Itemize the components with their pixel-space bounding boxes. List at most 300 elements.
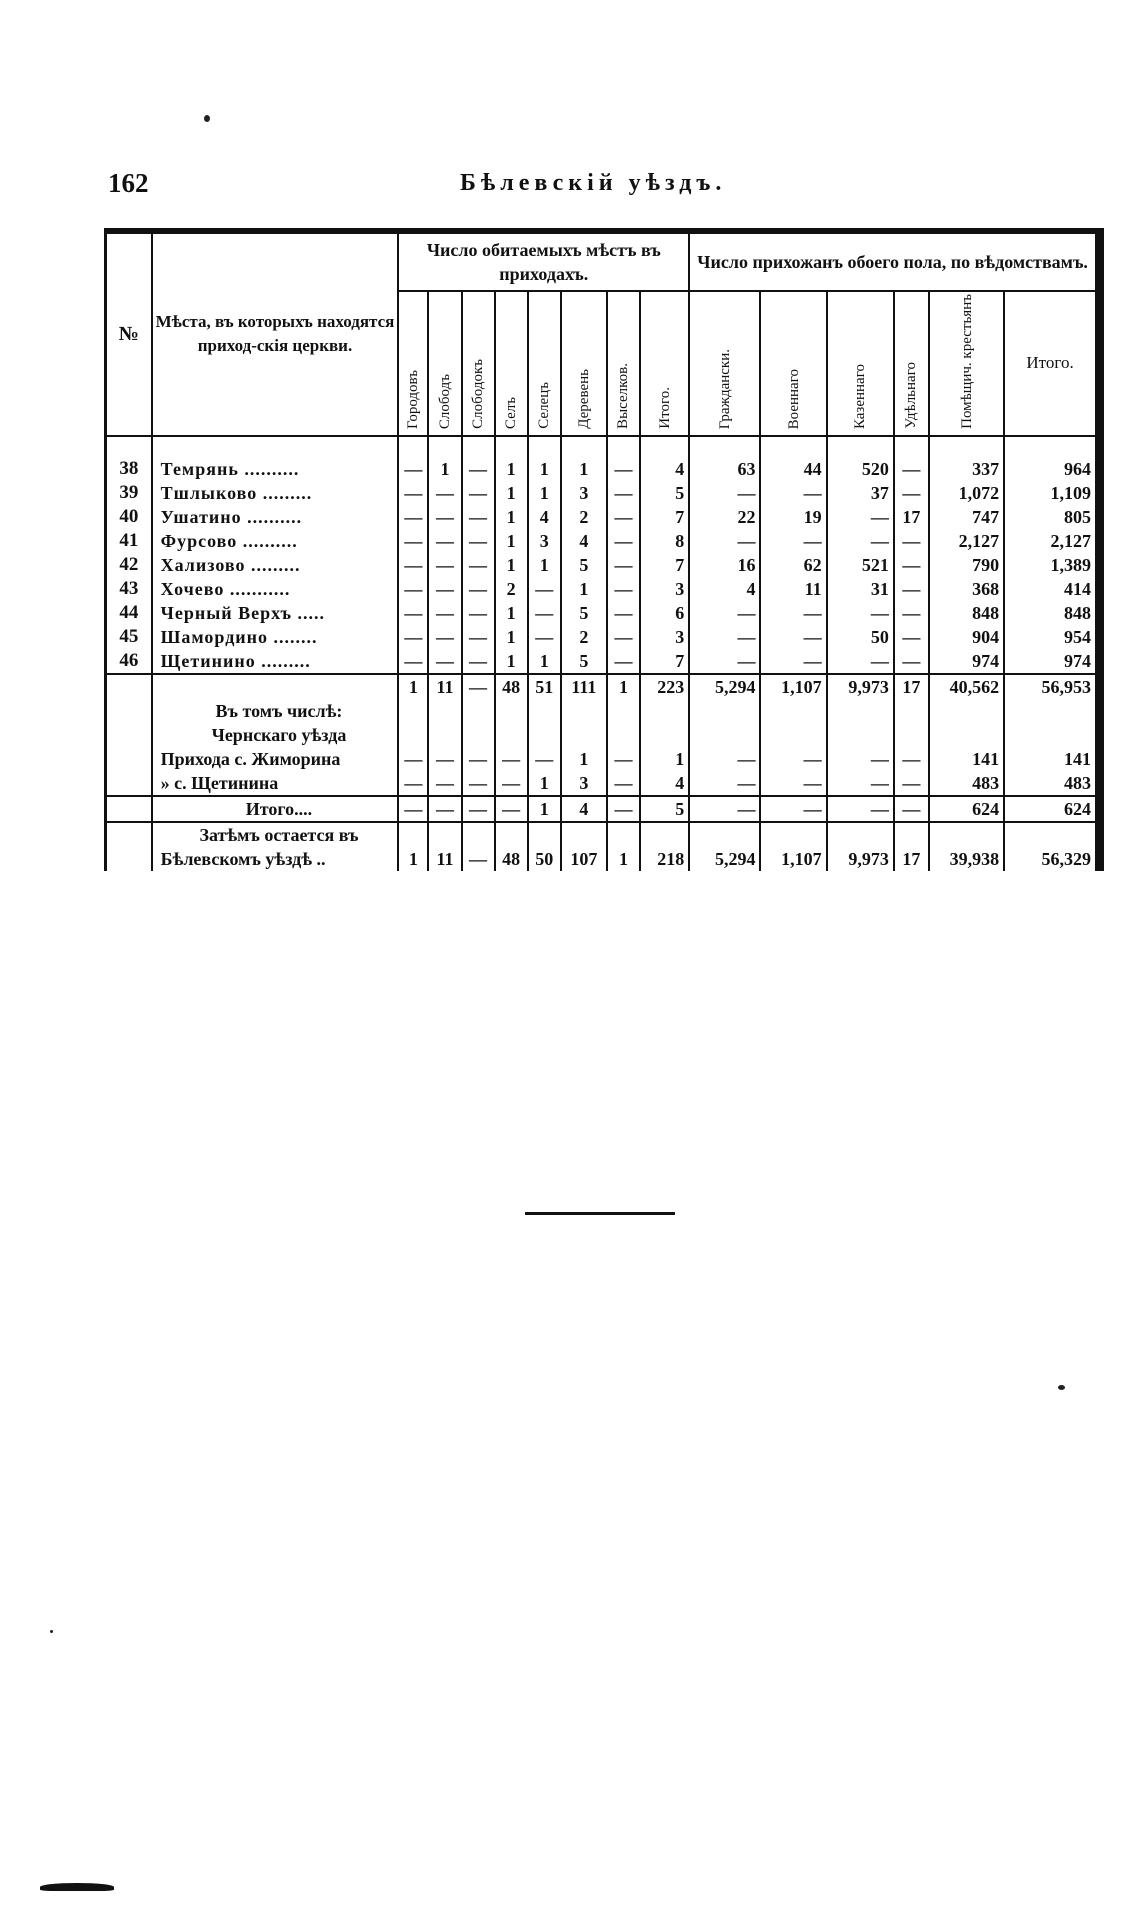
table-cell-empty xyxy=(929,723,1004,747)
table-cell: 48 xyxy=(495,847,528,871)
table-cell: — xyxy=(462,601,495,625)
table-cell: 2 xyxy=(561,505,607,529)
table-cell: 17 xyxy=(894,847,929,871)
table-cell: — xyxy=(462,649,495,674)
row-number: 39 xyxy=(119,481,139,503)
table-cell: — xyxy=(689,529,760,553)
table-cell: 107 xyxy=(561,847,607,871)
table-cell: 11 xyxy=(428,847,461,871)
table-cell-empty xyxy=(428,436,461,457)
table-cell-empty xyxy=(689,699,760,723)
table-cell: — xyxy=(760,529,826,553)
table-cell: 3 xyxy=(561,481,607,505)
table-cell: — xyxy=(528,601,561,625)
table-cell: — xyxy=(827,747,894,771)
table-cell: 9,973 xyxy=(827,674,894,699)
table-cell-empty xyxy=(428,822,461,847)
table-cell-empty xyxy=(640,699,689,723)
table-cell: 2,127 xyxy=(1004,529,1099,553)
table-cell: 11 xyxy=(760,577,826,601)
table-cell: 50 xyxy=(827,625,894,649)
table-cell: 1 xyxy=(495,601,528,625)
table-cell: — xyxy=(495,771,528,796)
table-cell-empty xyxy=(528,723,561,747)
table-cell: — xyxy=(607,457,640,481)
table-cell: — xyxy=(689,771,760,796)
row-number: 43 xyxy=(119,577,139,599)
col-header: Итого. xyxy=(640,291,689,436)
table-cell: — xyxy=(428,577,461,601)
table-cell: 5,294 xyxy=(689,847,760,871)
table-cell: — xyxy=(607,529,640,553)
table-cell: 218 xyxy=(640,847,689,871)
table-cell: 790 xyxy=(929,553,1004,577)
table-cell: 521 xyxy=(827,553,894,577)
row-number: 44 xyxy=(119,601,139,623)
table-cell: — xyxy=(462,481,495,505)
table-cell: — xyxy=(462,457,495,481)
table-cell: 4 xyxy=(561,796,607,822)
table-cell: — xyxy=(398,529,428,553)
table-cell: 111 xyxy=(561,674,607,699)
table-cell: — xyxy=(689,481,760,505)
table-row xyxy=(106,822,1100,847)
table-cell: — xyxy=(462,577,495,601)
table-cell: — xyxy=(462,847,495,871)
col-header: Итого. xyxy=(1004,291,1099,436)
table-cell: — xyxy=(528,747,561,771)
table-cell: 7 xyxy=(640,505,689,529)
col-header: Выселков. xyxy=(607,291,640,436)
table-cell: — xyxy=(760,747,826,771)
table-row xyxy=(106,529,1100,553)
table-cell: — xyxy=(428,649,461,674)
table-cell-empty xyxy=(689,436,760,457)
table-cell: — xyxy=(689,649,760,674)
table-cell: — xyxy=(894,625,929,649)
header-number: № xyxy=(106,231,152,436)
table-cell-empty xyxy=(894,822,929,847)
table-cell: 44 xyxy=(760,457,826,481)
row-number-empty xyxy=(106,771,152,796)
table-cell: — xyxy=(398,457,428,481)
table-cell: 483 xyxy=(1004,771,1099,796)
table-cell: — xyxy=(607,577,640,601)
table-cell: — xyxy=(760,649,826,674)
page-speck xyxy=(204,115,210,122)
table-cell: — xyxy=(607,553,640,577)
table-cell: 7 xyxy=(640,649,689,674)
table-cell-empty xyxy=(929,436,1004,457)
table-cell: 1 xyxy=(640,747,689,771)
table-cell-empty xyxy=(607,436,640,457)
table-cell: 16 xyxy=(689,553,760,577)
table-cell: — xyxy=(894,553,929,577)
table-cell: 17 xyxy=(894,674,929,699)
remainder-label: Затѣмъ остается въ xyxy=(152,822,399,847)
table-cell: 1 xyxy=(495,457,528,481)
table-cell: 4 xyxy=(561,529,607,553)
table-cell-empty xyxy=(827,436,894,457)
col-header: Помѣщич. крестьянъ xyxy=(929,291,1004,436)
table-cell: — xyxy=(398,771,428,796)
col-header: Селъ xyxy=(495,291,528,436)
table-cell: — xyxy=(398,553,428,577)
col-header: Слободокъ xyxy=(462,291,495,436)
table-cell-empty xyxy=(827,699,894,723)
table-cell: 3 xyxy=(640,625,689,649)
table-cell: — xyxy=(827,529,894,553)
table-cell: — xyxy=(827,505,894,529)
table-cell: 62 xyxy=(760,553,826,577)
table-cell: 56,953 xyxy=(1004,674,1099,699)
table-row xyxy=(106,847,1100,871)
table-cell: 2 xyxy=(495,577,528,601)
table-row xyxy=(106,481,1100,505)
table-cell: — xyxy=(689,625,760,649)
table-row xyxy=(106,436,1100,457)
table-cell-empty xyxy=(398,436,428,457)
table-cell: 1 xyxy=(528,796,561,822)
place-name-empty xyxy=(152,674,399,699)
place-name: Хализово ......... xyxy=(152,553,399,577)
table-cell: 1,389 xyxy=(1004,553,1099,577)
table-cell: 5 xyxy=(561,553,607,577)
table-cell: — xyxy=(894,649,929,674)
table-row xyxy=(106,796,1100,822)
table-cell: 848 xyxy=(929,601,1004,625)
table-cell: 1 xyxy=(528,457,561,481)
table-cell: 17 xyxy=(894,505,929,529)
table-cell: 9,973 xyxy=(827,847,894,871)
table-row xyxy=(106,649,1100,674)
col-header: Граждански. xyxy=(689,291,760,436)
table-cell: 1 xyxy=(495,529,528,553)
table-cell-empty xyxy=(689,822,760,847)
table-cell: 5 xyxy=(561,649,607,674)
table-cell: — xyxy=(462,625,495,649)
table-cell: 337 xyxy=(929,457,1004,481)
table-cell-empty xyxy=(528,436,561,457)
place-name: Тшлыково ......... xyxy=(152,481,399,505)
table-cell: — xyxy=(428,481,461,505)
table-row xyxy=(106,553,1100,577)
table-cell: — xyxy=(760,796,826,822)
table-cell: 1 xyxy=(528,649,561,674)
table-cell: 51 xyxy=(528,674,561,699)
table-cell: — xyxy=(894,481,929,505)
table-cell: 1 xyxy=(607,674,640,699)
table-cell: 3 xyxy=(528,529,561,553)
remainder-label: Бѣлевскомъ уѣздѣ .. xyxy=(152,847,399,871)
table-cell: — xyxy=(689,601,760,625)
table-row xyxy=(106,625,1100,649)
table-cell: 974 xyxy=(929,649,1004,674)
table-cell: 1 xyxy=(495,553,528,577)
table-cell: — xyxy=(398,649,428,674)
table-cell-empty xyxy=(398,822,428,847)
table-cell-empty xyxy=(561,699,607,723)
table-cell-empty xyxy=(1004,723,1099,747)
table-cell-empty xyxy=(827,822,894,847)
table-cell: — xyxy=(428,601,461,625)
table-cell: 1,072 xyxy=(929,481,1004,505)
table-cell: 31 xyxy=(827,577,894,601)
table-cell: 2 xyxy=(561,625,607,649)
table-cell: 37 xyxy=(827,481,894,505)
table-cell: 1,107 xyxy=(760,847,826,871)
table-cell-empty xyxy=(827,723,894,747)
table-cell: 1 xyxy=(428,457,461,481)
table-cell: 1 xyxy=(528,481,561,505)
table-cell-empty xyxy=(462,699,495,723)
table-cell: 40,562 xyxy=(929,674,1004,699)
table-cell: — xyxy=(827,649,894,674)
header-parishioners: Число прихожанъ обоего пола, по вѣдомствамъ. xyxy=(689,231,1099,291)
table-cell: — xyxy=(607,625,640,649)
table-cell: — xyxy=(760,481,826,505)
table-cell: — xyxy=(827,796,894,822)
table-cell: 22 xyxy=(689,505,760,529)
table-cell: — xyxy=(607,649,640,674)
table-cell: 5,294 xyxy=(689,674,760,699)
row-number: 41 xyxy=(119,529,139,551)
table-cell: 223 xyxy=(640,674,689,699)
table-cell-empty xyxy=(428,699,461,723)
table-cell: — xyxy=(462,747,495,771)
place-name: Щетинино ......... xyxy=(152,649,399,674)
table-cell: 520 xyxy=(827,457,894,481)
table-cell: 4 xyxy=(640,457,689,481)
table-cell: — xyxy=(894,601,929,625)
table-cell: — xyxy=(398,577,428,601)
table-cell: 954 xyxy=(1004,625,1099,649)
place-name: Темрянь .......... xyxy=(152,457,399,481)
table-cell: 848 xyxy=(1004,601,1099,625)
table-cell-empty xyxy=(894,723,929,747)
table-cell: 1 xyxy=(607,847,640,871)
spacer-cell xyxy=(106,436,152,457)
table-cell-empty xyxy=(398,723,428,747)
col-header: Селецъ xyxy=(528,291,561,436)
table-cell: 624 xyxy=(1004,796,1099,822)
table-cell: — xyxy=(894,457,929,481)
table-row xyxy=(106,674,1100,699)
parish-name: » с. Щетинина xyxy=(152,771,399,796)
table-cell: — xyxy=(528,577,561,601)
table-cell-empty xyxy=(462,436,495,457)
table-cell: — xyxy=(462,505,495,529)
table-cell-empty xyxy=(894,436,929,457)
row-number: 38 xyxy=(119,457,139,479)
table-cell-empty xyxy=(640,436,689,457)
table-cell: 39,938 xyxy=(929,847,1004,871)
table-cell: 3 xyxy=(640,577,689,601)
table-cell: 1 xyxy=(398,674,428,699)
table-cell-empty xyxy=(929,822,1004,847)
row-number: 40 xyxy=(119,505,139,527)
table-row xyxy=(106,577,1100,601)
table-cell: — xyxy=(462,674,495,699)
table-cell: — xyxy=(607,505,640,529)
table-cell: 19 xyxy=(760,505,826,529)
table-cell: — xyxy=(760,625,826,649)
table-cell: 2,127 xyxy=(929,529,1004,553)
header-places: Мѣста, въ которыхъ находятся приход-скія церкви. xyxy=(152,231,399,436)
table-cell: — xyxy=(398,747,428,771)
page-number: 162 xyxy=(108,168,149,198)
table-cell: — xyxy=(607,601,640,625)
table-cell: 5 xyxy=(640,796,689,822)
running-head: Бѣлевскій уѣздъ. xyxy=(460,170,727,196)
table-cell: 5 xyxy=(561,601,607,625)
table-cell-empty xyxy=(894,699,929,723)
table-cell: — xyxy=(462,796,495,822)
row-number-empty xyxy=(106,699,152,723)
table-cell-empty xyxy=(607,699,640,723)
table-body xyxy=(106,436,1100,871)
table-cell: 483 xyxy=(929,771,1004,796)
table-cell-empty xyxy=(607,723,640,747)
ornamental-rule xyxy=(525,1212,675,1215)
spacer-cell xyxy=(152,436,399,457)
table-cell: 50 xyxy=(528,847,561,871)
table-cell-empty xyxy=(495,699,528,723)
table-cell-empty xyxy=(495,436,528,457)
table-cell: 1 xyxy=(495,625,528,649)
table-cell: 48 xyxy=(495,674,528,699)
table-cell: 1 xyxy=(495,505,528,529)
table-cell-empty xyxy=(561,822,607,847)
row-number: 42 xyxy=(119,553,139,575)
table-cell: 1 xyxy=(528,553,561,577)
table-cell-empty xyxy=(495,723,528,747)
table-cell-empty xyxy=(689,723,760,747)
table-cell: — xyxy=(607,771,640,796)
table-cell: 6 xyxy=(640,601,689,625)
table-row xyxy=(106,771,1100,796)
table-cell: — xyxy=(495,747,528,771)
table-cell: 805 xyxy=(1004,505,1099,529)
table-cell: — xyxy=(607,747,640,771)
page-speck xyxy=(1058,1385,1065,1390)
table-cell: 1,107 xyxy=(760,674,826,699)
table-cell-empty xyxy=(640,822,689,847)
table-cell-empty xyxy=(760,699,826,723)
place-name: Шамордино ........ xyxy=(152,625,399,649)
table-row xyxy=(106,601,1100,625)
page-speck xyxy=(50,1630,53,1633)
col-header: Слободъ xyxy=(428,291,461,436)
table-cell: 368 xyxy=(929,577,1004,601)
table-cell-empty xyxy=(760,723,826,747)
subsection-heading: Въ томъ числѣ: xyxy=(152,699,399,723)
row-number-empty xyxy=(106,796,152,822)
table-cell-empty xyxy=(495,822,528,847)
table-cell: 964 xyxy=(1004,457,1099,481)
table-cell-empty xyxy=(528,822,561,847)
table-cell: — xyxy=(398,481,428,505)
table-cell: 1 xyxy=(495,649,528,674)
statistics-table xyxy=(104,228,1104,871)
table-cell: 141 xyxy=(1004,747,1099,771)
table-cell-empty xyxy=(1004,699,1099,723)
table-cell: 1 xyxy=(561,577,607,601)
table-cell: — xyxy=(607,796,640,822)
table-cell: — xyxy=(398,601,428,625)
subtotal-label: Итого.... xyxy=(152,796,399,822)
table-cell: — xyxy=(428,505,461,529)
table-cell-empty xyxy=(1004,822,1099,847)
table-cell: 1 xyxy=(495,481,528,505)
row-number-empty xyxy=(106,674,152,699)
row-number: 45 xyxy=(119,625,139,647)
table-cell: — xyxy=(894,771,929,796)
table-cell: — xyxy=(428,529,461,553)
row-number-empty xyxy=(106,747,152,771)
table-cell-empty xyxy=(1004,436,1099,457)
table-row xyxy=(106,505,1100,529)
col-header: Казеннаго xyxy=(827,291,894,436)
table-cell-empty xyxy=(528,699,561,723)
table-row xyxy=(106,699,1100,723)
table-cell: — xyxy=(462,529,495,553)
table-cell-empty xyxy=(561,436,607,457)
table-cell: 1 xyxy=(561,747,607,771)
table-cell: 747 xyxy=(929,505,1004,529)
table-cell: 56,329 xyxy=(1004,847,1099,871)
table-cell-empty xyxy=(760,822,826,847)
table-cell: 63 xyxy=(689,457,760,481)
table-cell: — xyxy=(760,601,826,625)
table-cell: — xyxy=(428,625,461,649)
table-cell-empty xyxy=(929,699,1004,723)
table-cell: — xyxy=(607,481,640,505)
table-cell: — xyxy=(528,625,561,649)
table-cell: — xyxy=(827,601,894,625)
table-cell: 4 xyxy=(640,771,689,796)
table-cell-empty xyxy=(760,436,826,457)
col-header: Военнаго xyxy=(760,291,826,436)
parish-name: Прихода с. Жиморина xyxy=(152,747,399,771)
col-header: Городовъ xyxy=(398,291,428,436)
table-cell: — xyxy=(428,796,461,822)
table-cell: — xyxy=(827,771,894,796)
row-number-empty xyxy=(106,822,152,847)
table-cell: 4 xyxy=(528,505,561,529)
table-cell: 8 xyxy=(640,529,689,553)
table-cell-empty xyxy=(607,822,640,847)
table-cell: — xyxy=(398,625,428,649)
table-cell: — xyxy=(894,577,929,601)
table-row xyxy=(106,723,1100,747)
table-cell: 1 xyxy=(398,847,428,871)
table-row xyxy=(106,747,1100,771)
table-cell: 1,109 xyxy=(1004,481,1099,505)
table-cell: 624 xyxy=(929,796,1004,822)
table-cell: — xyxy=(689,796,760,822)
place-name: Хочево ........... xyxy=(152,577,399,601)
table-cell: 141 xyxy=(929,747,1004,771)
table-cell: 5 xyxy=(640,481,689,505)
table-cell: — xyxy=(428,747,461,771)
place-name: Черный Верхъ ..... xyxy=(152,601,399,625)
row-number: 46 xyxy=(106,649,152,674)
table-cell: — xyxy=(495,796,528,822)
table-cell: — xyxy=(398,505,428,529)
table-cell: — xyxy=(894,796,929,822)
table-cell: 11 xyxy=(428,674,461,699)
